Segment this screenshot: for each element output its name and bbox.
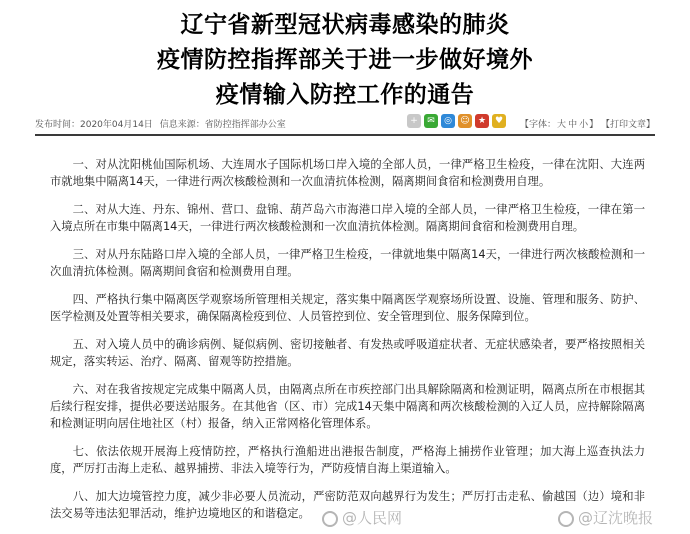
meta-tools xyxy=(520,117,655,130)
weibo-logo-icon xyxy=(558,511,574,527)
paragraph-3: 三、对从丹东陆路口岸入境的全部人员，一律严格卫生检疫，一律就地集中隔离14天，一律进行两次核酸检测和一次血清抗体检测。隔离期间食宿和检测费用自理。 xyxy=(50,248,645,278)
title-line-3: 疫情输入防控工作的通告 xyxy=(215,82,475,108)
article-meta-bar xyxy=(35,113,655,133)
watermark-renminwang: @人民网 xyxy=(322,507,402,528)
weibo-logo-icon xyxy=(322,511,338,527)
notice-title xyxy=(0,8,690,113)
title-line-1: 辽宁省新型冠状病毒感染的肺炎 xyxy=(180,12,510,38)
share-bar xyxy=(407,114,506,128)
qzone-icon[interactable]: ★ xyxy=(475,114,489,128)
font-large-button[interactable]: 大 xyxy=(557,120,567,130)
source-info: 信息来源：省防控指挥部办公室 xyxy=(159,120,286,130)
paragraph-4: 四、严格执行集中隔离医学观察场所管理相关规定，落实集中隔离医学观察场所设置、设施、管理和服务、防护、医学检测及处置等相关要求，确保隔离检疫到位、人员管控到位、安全管理到位、服务保障到位。 xyxy=(50,293,645,323)
font-medium-button[interactable]: 中 xyxy=(568,120,578,130)
paragraph-7: 七、依法依规开展海上疫情防控，严格执行渔船进出港报告制度，严格海上捕捞作业管理；加大海上巡查执法力度，严厉打击海上走私、越界捕捞、非法入境等行为，严防疫情自海上渠道输入。 xyxy=(50,445,645,475)
font-size-label: 【字体： xyxy=(520,120,557,130)
paragraph-6: 六、对在我省按规定完成集中隔离人员，由隔离点所在市疾控部门出具解除隔离和检测证明，隔离点所在市根据其后续行程安排，提供必要送站服务。在其他省（区、市）完成14天集中隔离和两次核酸检测的入辽人员，应持解除隔离和检测证明向居住地社区（村）报备，纳入正常网格化管理体系。 xyxy=(50,383,645,430)
font-small-button[interactable]: 小 xyxy=(579,120,589,130)
notice-body xyxy=(50,156,645,533)
paragraph-2: 二、对从大连、丹东、锦州、营口、盘锦、葫芦岛六市海港口岸入境的全部人员，一律严格卫生检疫，一律在第一入境点所在市集中隔离14天，一律进行两次核酸检测和一次血清抗体检测。隔离期间食宿和检测费用自理。 xyxy=(50,203,645,233)
qq-icon[interactable]: ☺ xyxy=(458,114,472,128)
font-size-close: 】 xyxy=(589,120,599,130)
meta-info xyxy=(35,117,290,130)
paragraph-8: 八、加大边境管控力度，减少非必要人员流动，严密防范双向越界行为发生；严厉打击走私、偷越国（边）境和非法交易等违法犯罪活动，维护边境地区的和谐稳定。 xyxy=(50,490,645,520)
title-line-2: 疫情防控指挥部关于进一步做好境外 xyxy=(157,47,533,73)
header-divider xyxy=(35,134,655,136)
wechat-icon[interactable]: ✉ xyxy=(424,114,438,128)
weibo-icon[interactable]: ◎ xyxy=(441,114,455,128)
print-button[interactable]: 【打印文章】 xyxy=(600,120,655,130)
favorite-icon[interactable]: ♥ xyxy=(492,114,506,128)
paragraph-1: 一、对从沈阳桃仙国际机场、大连周水子国际机场口岸入境的全部人员，一律严格卫生检疫，一律在沈阳、大连两市就地集中隔离14天，一律进行两次核酸检测和一次血清抗体检测，隔离期间食宿和检测费用自理。 xyxy=(50,158,645,188)
publish-date: 发布时间：2020年04月14日 xyxy=(35,120,153,130)
watermark-liaoshen: @辽沈晚报 xyxy=(558,507,653,528)
paragraph-5: 五、对入境人员中的确诊病例、疑似病例、密切接触者、有发热或呼吸道症状者、无症状感染者，要严格按照相关规定，落实转运、治疗、隔离、留观等防控措施。 xyxy=(50,338,645,368)
share-icon[interactable]: + xyxy=(407,114,421,128)
